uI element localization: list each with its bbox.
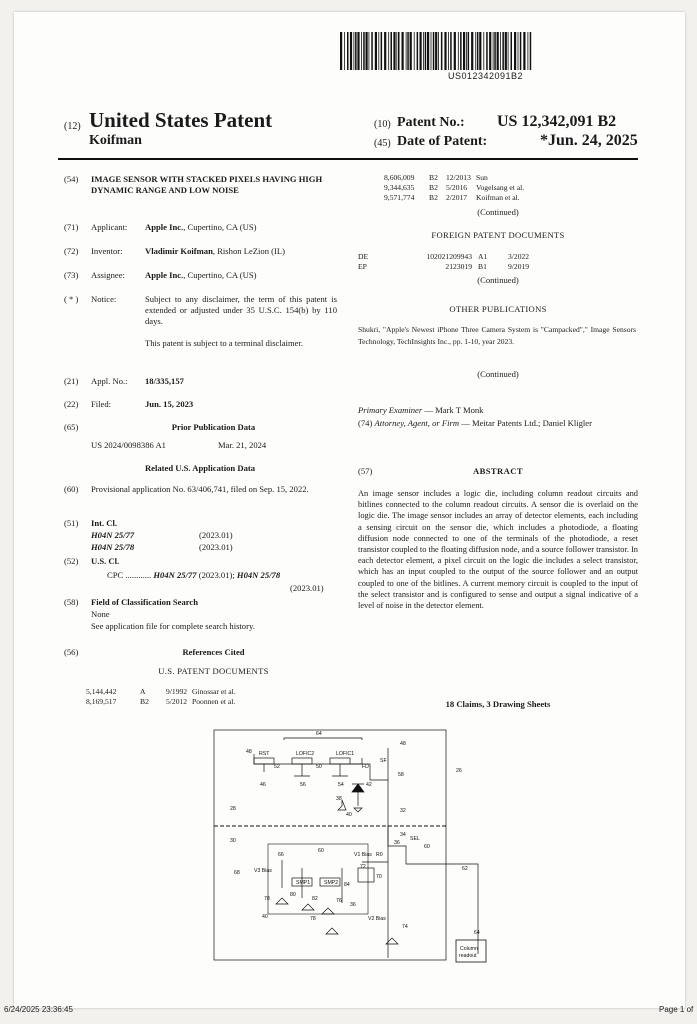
fig-label: 40 [346, 812, 352, 818]
fig-label: 26 [456, 768, 462, 774]
field-see: See application file for complete search history. [91, 621, 255, 631]
barcode-bar [435, 32, 437, 70]
barcode-bar [406, 32, 407, 70]
fig-label: 82 [312, 896, 318, 902]
barcode-bar [494, 32, 496, 70]
fig-label: 34 [400, 832, 406, 838]
bracket [284, 738, 362, 740]
barcode-bar [366, 32, 368, 70]
barcode-bar [354, 32, 355, 70]
fig-label: 74 [402, 924, 408, 930]
barcode-bar [508, 32, 509, 70]
examiner-line: Primary Examiner — Mark T Monk [358, 405, 484, 415]
intcl-label: Int. Cl. [91, 518, 118, 528]
barcode-bar [530, 32, 532, 70]
fig-label: LOFIC1 [336, 751, 355, 757]
barcode-bar [502, 32, 504, 70]
fig-label: 38 [336, 796, 342, 802]
uscl-code: (52) [64, 556, 79, 566]
date-code: (45) [374, 138, 391, 149]
prov-code: (60) [64, 484, 79, 494]
r0-transistor [358, 868, 374, 882]
barcode-bar [463, 32, 465, 70]
applicant-label: Applicant: [91, 222, 128, 232]
wire [350, 764, 388, 780]
barcode-number: US012342091B2 [448, 71, 524, 81]
abstract-text: An image sensor includes a logic die, including column readout circuits and bitlines connected to the column readout circuits. A sensor die is overlaid on the logic die. The image sensor includes an array of detector elements, each including a sensing circuit on the sensor die, which includes a photodiode, a floating diffusion node connected to one of the terminals of the photodiode, a reset transistor coupled to the floating diffusion node, and a source follower transistor. In each detector element, a pixel circuit on the logic die includes a select transistor, which has an input coupled to the output of the source follower and an output coupled to one of the bitlines. A current memory circuit is coupled to the input of the select transistor and is configured to sense and output a signal indicative of a level of noise in the detector element. [358, 489, 638, 611]
barcode-bar [384, 32, 386, 70]
fig-label: 52 [274, 764, 280, 770]
abstract-heading: ABSTRACT [473, 466, 523, 476]
inventor-label: Inventor: [91, 246, 123, 256]
barcode-bar [420, 32, 422, 70]
photodiode [352, 784, 364, 792]
barcode-bar [407, 32, 409, 70]
assignee-label: Assignee: [91, 270, 125, 280]
intcl-code: (51) [64, 518, 79, 528]
filed-label: Filed: [91, 399, 112, 409]
print-timestamp: 6/24/2025 23:36:45 [4, 1005, 73, 1014]
filed-date: Jun. 15, 2023 [145, 399, 194, 409]
fig-label: SF [380, 758, 387, 764]
inventor-code: (72) [64, 246, 79, 256]
patent-no-label: Patent No.: [397, 115, 465, 130]
fig-label: 32 [400, 808, 406, 814]
ref-row: DE 102021209943 A1 3/2022 [358, 252, 530, 261]
barcode-bar [414, 32, 415, 70]
barcode-bar [454, 32, 456, 70]
fig-label: 64 [316, 731, 322, 737]
field-label: Field of Classification Search [91, 597, 199, 607]
circuit-figure [212, 728, 487, 968]
fig-label: 36 [394, 840, 400, 846]
barcode-bar [479, 32, 481, 70]
barcode-bar [427, 32, 429, 70]
notice-label: Notice: [91, 294, 117, 304]
barcode-bar [410, 32, 412, 70]
appl-number: 18/335,157 [145, 376, 184, 386]
barcode-bar [340, 32, 342, 70]
prior-code: (65) [64, 422, 79, 432]
terminal-disclaimer: This patent is subject to a terminal disclaimer. [145, 338, 303, 348]
header-rule [58, 158, 638, 160]
claims-line: 18 Claims, 3 Drawing Sheets [445, 699, 551, 709]
prior-pub-number: US 2024/0098386 A1 [91, 440, 166, 450]
barcode-bar [523, 32, 525, 70]
us-refs-right [384, 173, 524, 203]
cpc-line: CPC ............ H04N 25/77 (2023.01); H04N 25/78 [107, 570, 281, 580]
intcl-1: H04N 25/77 [91, 530, 135, 540]
abstract-code: (57) [358, 466, 373, 476]
barcode-bar [518, 32, 519, 70]
barcode-bar [505, 32, 507, 70]
ref-row: 9,571,774 B2 2/2017 Koifman et al. [384, 193, 520, 202]
barcode-bar [460, 32, 462, 70]
ref-row: EP 2123019 B1 9/2019 [358, 262, 530, 271]
barcode-bar [344, 32, 345, 70]
refs-code: (56) [64, 647, 79, 657]
lofic2-transistor [292, 758, 312, 764]
fig-label: 48 [400, 741, 406, 747]
continued-3: (Continued) [477, 369, 519, 379]
fig-label: Column [460, 946, 478, 952]
barcode-bar [425, 32, 427, 70]
inventor-value: Vladimir Koifman, Rishon LeZion (IL) [145, 246, 285, 256]
barcode-bar [423, 32, 424, 70]
appl-code: (21) [64, 376, 79, 386]
fig-label: 76 [336, 898, 342, 904]
fig-label: 70 [376, 874, 382, 880]
uscl-label: U.S. Cl. [91, 556, 120, 566]
patent-title: IMAGE SENSOR WITH STACKED PIXELS HAVING HIGH DYNAMIC RANGE AND LOW NOISE [91, 174, 323, 195]
other-pub-entry: Shukri, "Apple's Newest iPhone Three Camera System is "Campacked"," Image Sensors Technology, TechInsights Inc., pp. 1-10, year 2023. [358, 325, 636, 346]
fig-label: R0 [376, 852, 383, 858]
fig-label: 50 [316, 764, 322, 770]
prior-pub-date: Mar. 21, 2024 [218, 440, 267, 450]
barcode-bar [489, 32, 491, 70]
related-heading: Related U.S. Application Data [144, 463, 256, 473]
country-code: (12) [64, 121, 81, 132]
country-title: United States Patent [89, 108, 273, 132]
barcode-bar [398, 32, 400, 70]
ref-row: 5,144,442 A 9/1992 Ginossar et al. [86, 687, 236, 696]
fig-label: V3 Bias [254, 868, 272, 874]
barcode-bar [528, 32, 529, 70]
barcode-bar [402, 32, 404, 70]
fig-label: 78 [310, 916, 316, 922]
barcode-bar [371, 32, 373, 70]
fig-label: 66 [278, 852, 284, 858]
fig-label: 62 [462, 866, 468, 872]
barcode-bar [458, 32, 459, 70]
date-label: Date of Patent: [397, 134, 488, 149]
us-refs-left [86, 687, 236, 707]
barcode-bar [441, 32, 443, 70]
die-frame [214, 730, 446, 960]
barcode-bar [433, 32, 435, 70]
fig-label: V2 Bias [368, 916, 386, 922]
barcode-bar [497, 32, 499, 70]
us-docs-heading: U.S. PATENT DOCUMENTS [158, 666, 269, 676]
barcode-bar [493, 32, 494, 70]
fig-label: 48 [246, 749, 252, 755]
barcode-bar [357, 32, 359, 70]
page-number: Page 1 of [659, 1005, 694, 1014]
barcode-bar [511, 32, 513, 70]
provisional-text: Provisional application No. 63/406,741, filed on Sep. 15, 2022. [91, 484, 309, 494]
barcode-bar [477, 32, 479, 70]
fig-label: 46 [260, 782, 266, 788]
continued-2: (Continued) [477, 275, 519, 285]
fig-label: SMP1 [296, 880, 311, 886]
fig-label: 60 [318, 848, 324, 854]
field-none: None [91, 609, 110, 619]
applicant-value: Apple Inc., Cupertino, CA (US) [145, 222, 257, 232]
inventor-surname: Koifman [89, 133, 142, 148]
barcode-bar [438, 32, 439, 70]
assignee-code: (73) [64, 270, 79, 280]
lofic1-transistor [330, 758, 350, 764]
barcode-bar [450, 32, 452, 70]
barcode-bar [417, 32, 419, 70]
barcode-bar [375, 32, 377, 70]
notice-text: Subject to any disclaimer, the term of this patent is extended or adjusted under 35 U.S.C. 154(b) by 110 days. [145, 294, 337, 326]
notice-code: ( * ) [64, 294, 79, 304]
barcode-bar [347, 32, 349, 70]
prior-pub-heading: Prior Publication Data [171, 422, 256, 432]
ref-row: 8,169,517 B2 5/2012 Poonnen et al. [86, 697, 236, 706]
attorney-line: (74) Attorney, Agent, or Firm — Meitar Patents Ltd.; Daniel Kligler [358, 418, 592, 428]
assignee-value: Apple Inc., Cupertino, CA (US) [145, 270, 257, 280]
patent-number: US 12,342,091 B2 [497, 113, 617, 130]
cpc-2-version: (2023.01) [290, 583, 324, 593]
barcode-bar [514, 32, 516, 70]
ground [354, 808, 362, 812]
appl-label: Appl. No.: [91, 376, 128, 386]
intcl-2-version: (2023.01) [199, 542, 233, 552]
barcode-bar [500, 32, 501, 70]
barcode-bar [475, 32, 476, 70]
barcode-bar [468, 32, 470, 70]
fig-label: 84 [344, 882, 350, 888]
barcode-bar [361, 32, 362, 70]
fig-label: 30 [230, 838, 236, 844]
ref-row: 9,344,635 B2 5/2016 Vogelsang et al. [384, 183, 525, 192]
fig-label: RST [259, 751, 270, 757]
refs-heading: References Cited [182, 647, 245, 657]
fig-label: readout [459, 953, 477, 959]
intcl-2: H04N 25/78 [91, 542, 135, 552]
fig-label: 36 [350, 902, 356, 908]
fig-label: 72 [360, 864, 366, 870]
barcode-bar [471, 32, 473, 70]
foreign-refs [358, 252, 529, 272]
fig-label: 68 [234, 870, 240, 876]
fig-label: 42 [366, 782, 372, 788]
barcode-bar [483, 32, 484, 70]
fig-label: LOFIC2 [296, 751, 315, 757]
fig-label: 28 [230, 806, 236, 812]
barcode-bar [388, 32, 389, 70]
barcode-bar [466, 32, 467, 70]
fig-label: 58 [398, 772, 404, 778]
barcode-bar [448, 32, 449, 70]
barcode-bar [350, 32, 352, 70]
barcode-bar [355, 32, 357, 70]
barcode-bar [520, 32, 522, 70]
title-code: (54) [64, 174, 79, 184]
field-code: (58) [64, 597, 79, 607]
fig-label: 80 [290, 892, 296, 898]
other-pubs-heading: OTHER PUBLICATIONS [449, 304, 547, 314]
barcode-bar [381, 32, 383, 70]
ref-row: 8,606,009 B2 12/2013 Sun [384, 173, 488, 182]
fig-label: 64 [474, 930, 480, 936]
rst-transistor [254, 758, 274, 764]
barcode-bar [391, 32, 393, 70]
fig-label: 56 [300, 782, 306, 788]
barcode-bar [396, 32, 397, 70]
barcode-bar [363, 32, 365, 70]
fig-label: 54 [338, 782, 344, 788]
fig-label: 40 [262, 914, 268, 920]
fig-label: V1 Bias [354, 852, 372, 858]
barcode-bar [486, 32, 488, 70]
barcode-bar [393, 32, 395, 70]
barcode-bar [369, 32, 370, 70]
barcode-bar [444, 32, 446, 70]
intcl-1-version: (2023.01) [199, 530, 233, 540]
fig-label: SEL [410, 836, 420, 842]
patent-date: *Jun. 24, 2025 [540, 132, 638, 149]
fig-label: 60 [424, 844, 430, 850]
applicant-code: (71) [64, 222, 79, 232]
barcode-bar [378, 32, 379, 70]
foreign-heading: FOREIGN PATENT DOCUMENTS [431, 230, 565, 240]
patent-no-code: (10) [374, 119, 391, 130]
fig-label: SMP2 [324, 880, 339, 886]
fig-label: FD [362, 764, 369, 770]
barcode-bar [431, 32, 432, 70]
fig-label: 78 [264, 896, 270, 902]
filed-code: (22) [64, 399, 79, 409]
continued-1: (Continued) [477, 207, 519, 217]
barcode [340, 32, 534, 72]
